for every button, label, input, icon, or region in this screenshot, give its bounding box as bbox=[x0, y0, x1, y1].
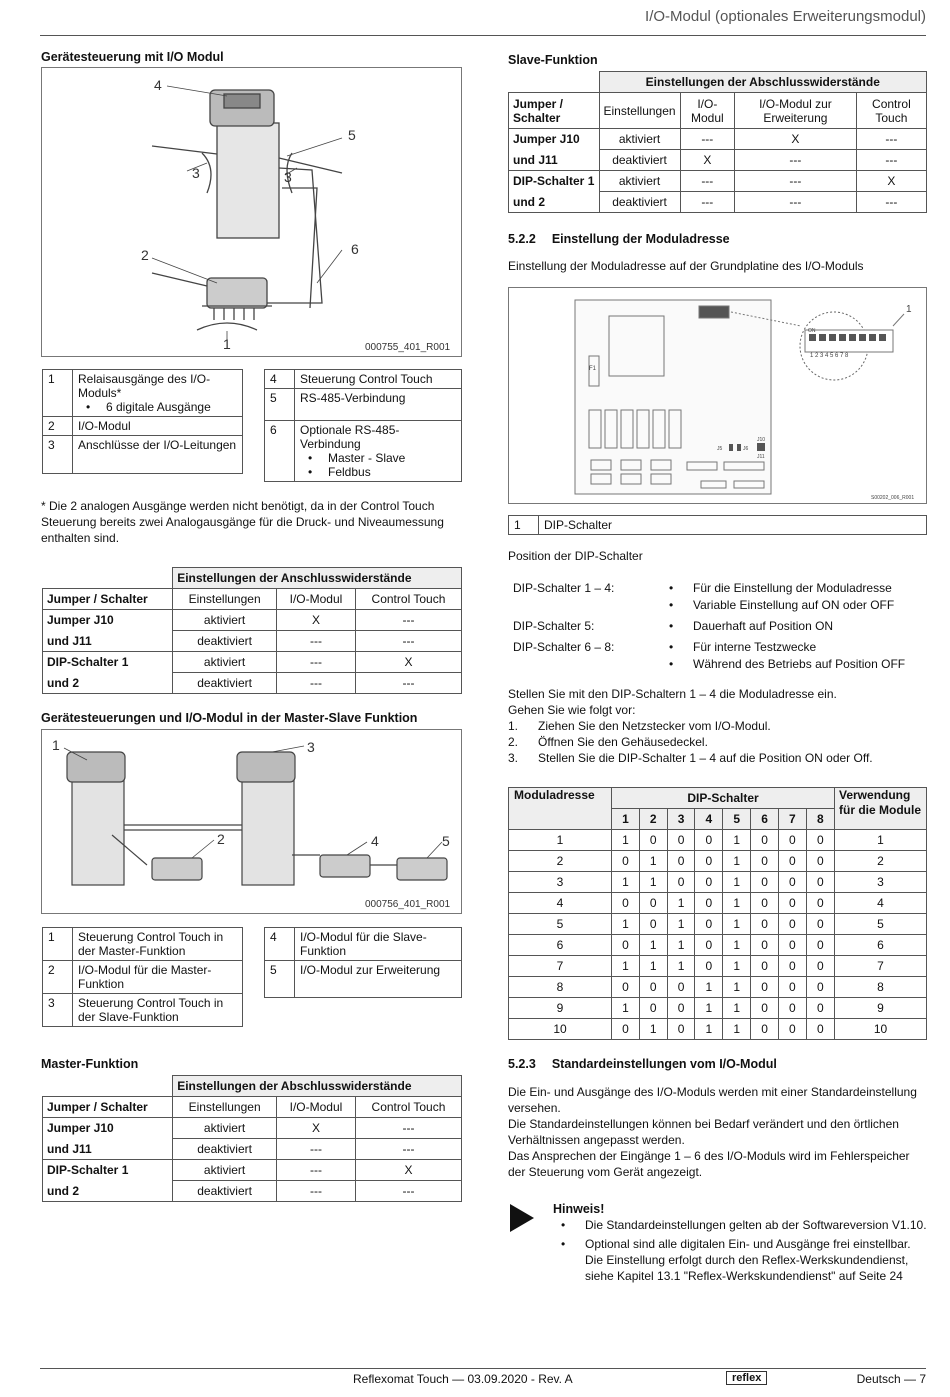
note-box bbox=[553, 1201, 927, 1284]
legend-text: I/O-Modul zur Erweiterung bbox=[295, 961, 462, 998]
legend-num: 2 bbox=[43, 417, 73, 436]
callout-5: 5 bbox=[442, 833, 450, 849]
pcb-diagram bbox=[509, 288, 926, 503]
table-row: DIP-Schalter 1 aktiviert --- --- X bbox=[509, 171, 927, 192]
table-master-termination: Einstellungen der Abschlusswiderstände Jumper / Schalter Einstellungen I/O-Modul Control Touch Jumper J10 aktiviert X --- und J11 deaktiviert --- --- DIP-Schalter 1 aktiviert --- X und 2 deaktiviert --- --- bbox=[42, 1075, 462, 1202]
figure-pcb-dip bbox=[508, 287, 927, 504]
legend-subitem: • Feldbus bbox=[300, 465, 456, 479]
legend-num: 3 bbox=[43, 436, 73, 474]
legend-text: DIP-Schalter bbox=[539, 516, 927, 535]
master-slave-diagram bbox=[42, 730, 461, 913]
master-title: Master-Funktion bbox=[41, 1057, 139, 1071]
legend-text: I/O-Modul für die Master-Funktion bbox=[73, 961, 243, 994]
table-group-header: Einstellungen der Abschlusswiderstände bbox=[173, 1076, 462, 1097]
dip-numbers: 1 2 3 4 5 6 7 8 bbox=[810, 353, 849, 359]
footer-doc-info: Reflexomat Touch — 03.09.2020 - Rev. A bbox=[353, 1372, 573, 1386]
table-row: Jumper J10 aktiviert X --- bbox=[43, 610, 462, 631]
table-row: 5 1 0 1 0 1 0 0 0 5 bbox=[509, 914, 927, 935]
section-5-2-2-heading: 5.2.2 Einstellung der Moduladresse bbox=[508, 232, 730, 246]
legend1-right bbox=[264, 369, 462, 482]
callout-4: 4 bbox=[371, 833, 379, 849]
legend2-right: 4 I/O-Modul für die Slave-Funktion 5 I/O-Modul zur Erweiterung bbox=[264, 927, 462, 998]
col-header: I/O-Modul bbox=[276, 589, 355, 610]
section-5-2-2-intro: Einstellung der Moduladresse auf der Grundplatine des I/O-Moduls bbox=[508, 259, 864, 273]
legend-subitem: • Master - Slave bbox=[300, 451, 456, 465]
table-row: und 2 deaktiviert --- --- bbox=[43, 673, 462, 694]
table-connection-resistors bbox=[42, 567, 462, 694]
legend-num: 1 bbox=[43, 370, 73, 417]
table-group-header: Einstellungen der Anschlusswiderstände bbox=[173, 568, 462, 589]
callout-6: 6 bbox=[351, 241, 359, 257]
note-title: Hinweis! bbox=[553, 1202, 605, 1216]
note-arrow-icon bbox=[510, 1204, 534, 1232]
callout-2: 2 bbox=[217, 831, 225, 847]
col-header: Jumper / Schalter bbox=[43, 589, 173, 610]
page-header-title: I/O-Modul (optionales Erweiterungsmodul) bbox=[645, 8, 926, 25]
footer-rule bbox=[40, 1368, 926, 1369]
callout-2: 2 bbox=[141, 247, 149, 263]
table-row: 4 0 0 1 0 1 0 0 0 4 bbox=[509, 893, 927, 914]
figure1-code: 000755_401_R001 bbox=[365, 342, 451, 353]
legend-text: Anschlüsse der I/O-Leitungen bbox=[73, 436, 243, 474]
legend3: 1 DIP-Schalter bbox=[508, 515, 927, 535]
legend-text: Steuerung Control Touch in der Master-Funktion bbox=[73, 928, 243, 961]
footnote: * Die 2 analogen Ausgänge werden nicht benötigt, da in der Control Touch Steuerung bereits zwei Analogausgänge für die Druck- und Niveaumessung enthalten sind. bbox=[41, 499, 444, 545]
callout-5: 5 bbox=[348, 127, 356, 143]
figure2-title: Gerätesteuerungen und I/O-Modul in der Master-Slave Funktion bbox=[41, 711, 418, 725]
dip-on-label: ON bbox=[808, 328, 816, 334]
fuse-label: F1 bbox=[589, 366, 597, 372]
callout-1: 1 bbox=[223, 336, 231, 352]
legend-text: I/O-Modul für die Slave-Funktion bbox=[295, 928, 462, 961]
callout-4: 4 bbox=[154, 77, 162, 93]
table-row: DIP-Schalter 1 aktiviert --- X bbox=[43, 652, 462, 673]
reflex-logo: reflex bbox=[726, 1371, 767, 1385]
j10-label: J10 bbox=[757, 437, 766, 443]
table-row: 8 0 0 0 1 1 0 0 0 8 bbox=[509, 977, 927, 998]
dip-position-title: Position der DIP-Schalter bbox=[508, 549, 643, 563]
table-row: Jumper J10 aktiviert --- X --- bbox=[509, 129, 927, 150]
callout-3: 3 bbox=[307, 739, 315, 755]
legend-text: Steuerung Control Touch bbox=[295, 370, 462, 389]
j5-label: J5 bbox=[717, 446, 723, 452]
table-row: 6 0 1 1 0 1 0 0 0 6 bbox=[509, 935, 927, 956]
table-row: und J11 deaktiviert --- --- bbox=[43, 631, 462, 652]
footer-page: Deutsch — 7 bbox=[856, 1372, 926, 1386]
legend-text: Relaisausgänge des I/O-Moduls* bbox=[78, 372, 211, 400]
figure3-code: S00202_006_R001 bbox=[871, 495, 915, 501]
table-row: 9 1 0 0 1 1 0 0 0 9 bbox=[509, 998, 927, 1019]
table-row: DIP-Schalter 1 aktiviert --- X bbox=[43, 1160, 462, 1181]
legend2-left: 1 Steuerung Control Touch in der Master-Funktion 2 I/O-Modul für die Master-Funktion 3 Steuerung Control Touch in der Slave-Funktion bbox=[42, 927, 243, 1027]
table-row: Jumper J10 aktiviert X --- bbox=[43, 1118, 462, 1139]
callout-1: 1 bbox=[52, 737, 60, 753]
j11-label: J11 bbox=[757, 454, 765, 460]
legend-num: 4 bbox=[265, 370, 295, 389]
legend-text: RS-485-Verbindung bbox=[295, 389, 462, 421]
legend-num: 5 bbox=[265, 389, 295, 421]
callout-1: 1 bbox=[906, 304, 912, 315]
table-row: 3 1 1 0 0 1 0 0 0 3 bbox=[509, 872, 927, 893]
callout-3a: 3 bbox=[192, 165, 200, 181]
slave-title: Slave-Funktion bbox=[508, 53, 598, 67]
figure2-code: 000756_401_R001 bbox=[365, 899, 451, 910]
table-row: 1 1 0 0 0 1 0 0 0 1 bbox=[509, 830, 927, 851]
section-5-2-3-heading: 5.2.3 Standardeinstellungen vom I/O-Modul bbox=[508, 1057, 777, 1071]
figure-device-io-module bbox=[41, 67, 462, 357]
dip-position-list: DIP-Schalter 1 – 4: • Für die Einstellung der Moduladresse • Variable Einstellung auf ON oder OFF DIP-Schalter 5: • Dauerhaft auf Position ON DIP-Schalter 6 – 8: • Für interne Testzwecke • Während des Betriebs auf Position OFF bbox=[513, 580, 927, 673]
table-module-address: Moduladresse DIP-Schalter Verwendung für die Module 1 2 3 4 5 6 7 8 1 1 0 0 0 1 0 0 0 1 2 0 1 0 0 1 0 0 0 2 3 1 1 0 0 1 0 0 0 3 4 0 0 1 0 1 0 0 0 4 5 1 0 1 0 1 0 0 0 5 6 0 1 1 0 1 0 0 0 6 7 1 1 1 0 1 0 0 0 7 8 0 0 0 1 1 0 0 0 8 9 1 0 0 1 1 0 0 0 9 10 0 1 0 1 1 0 0 0 10 bbox=[508, 787, 927, 1040]
figure-master-slave bbox=[41, 729, 462, 914]
table-row: 7 1 1 1 0 1 0 0 0 7 bbox=[509, 956, 927, 977]
table-row: und 2 deaktiviert --- --- bbox=[43, 1181, 462, 1202]
table-row: 10 0 1 0 1 1 0 0 0 10 bbox=[509, 1019, 927, 1040]
legend-text: Steuerung Control Touch in der Slave-Funktion bbox=[73, 994, 243, 1027]
col-header: Einstellungen bbox=[173, 589, 277, 610]
note-item: • Optional sind alle digitalen Ein- und Ausgänge frei einstellbar. Die Einstellung erfolgt durch den Reflex-Werkskundendienst, siehe Kapitel 13.1 "Reflex-Werkskundendienst" auf Seite 24 bbox=[553, 1236, 927, 1284]
table-row: und 2 deaktiviert --- --- --- bbox=[509, 192, 927, 213]
callout-3b: 3 bbox=[284, 169, 292, 185]
col-header: Control Touch bbox=[355, 589, 461, 610]
steps-block: Stellen Sie mit den DIP-Schaltern 1 – 4 die Moduladresse ein. Gehen Sie wie folgt vor: 1. Ziehen Sie den Netzstecker vom I/O-Modul. 2. Öffnen Sie den Gehäusedeckel. 3. Stellen Sie die DIP-Schalter 1 – 4 auf die Position ON oder Off. bbox=[508, 687, 873, 765]
legend-text: I/O-Modul bbox=[73, 417, 243, 436]
legend1-left bbox=[42, 369, 243, 474]
table-group-header: Einstellungen der Abschlusswiderstände bbox=[599, 72, 926, 93]
legend-num: 6 bbox=[265, 421, 295, 482]
figure1-title: Gerätesteuerung mit I/O Modul bbox=[41, 50, 224, 64]
legend-subitem: • 6 digitale Ausgänge bbox=[78, 400, 237, 414]
table-row: und J11 deaktiviert X --- --- bbox=[509, 150, 927, 171]
table-slave-termination: Einstellungen der Abschlusswiderstände Jumper / Schalter Einstellungen I/O-Modul I/O-Modul zur Erweiterung Control Touch Jumper J10 aktiviert --- X --- und J11 deaktiviert X --- --- DIP-Schalter 1 aktiviert --- --- X und 2 deaktiviert --- --- --- bbox=[508, 71, 927, 213]
j6-label: J6 bbox=[743, 446, 749, 452]
legend-text: Optionale RS-485-Verbindung bbox=[300, 423, 400, 451]
section-5-2-3-body: Die Ein- und Ausgänge des I/O-Moduls werden mit einer Standardeinstellung versehen. Die Standardeinstellungen können bei Bedarf verändert und den örtlichen Verhältnissen angepasst werden. Das Ansprechen der Eingänge 1 – 6 des I/O-Moduls wird im Fehlerspeicher der Steuerung vom Gerät angezeigt. bbox=[508, 1085, 917, 1179]
header-rule bbox=[40, 35, 926, 36]
table-row: und J11 deaktiviert --- --- bbox=[43, 1139, 462, 1160]
note-item: • Die Standardeinstellungen gelten ab der Softwareversion V1.10. bbox=[553, 1217, 927, 1233]
device-diagram bbox=[42, 68, 461, 356]
table-row: 2 0 1 0 0 1 0 0 0 2 bbox=[509, 851, 927, 872]
